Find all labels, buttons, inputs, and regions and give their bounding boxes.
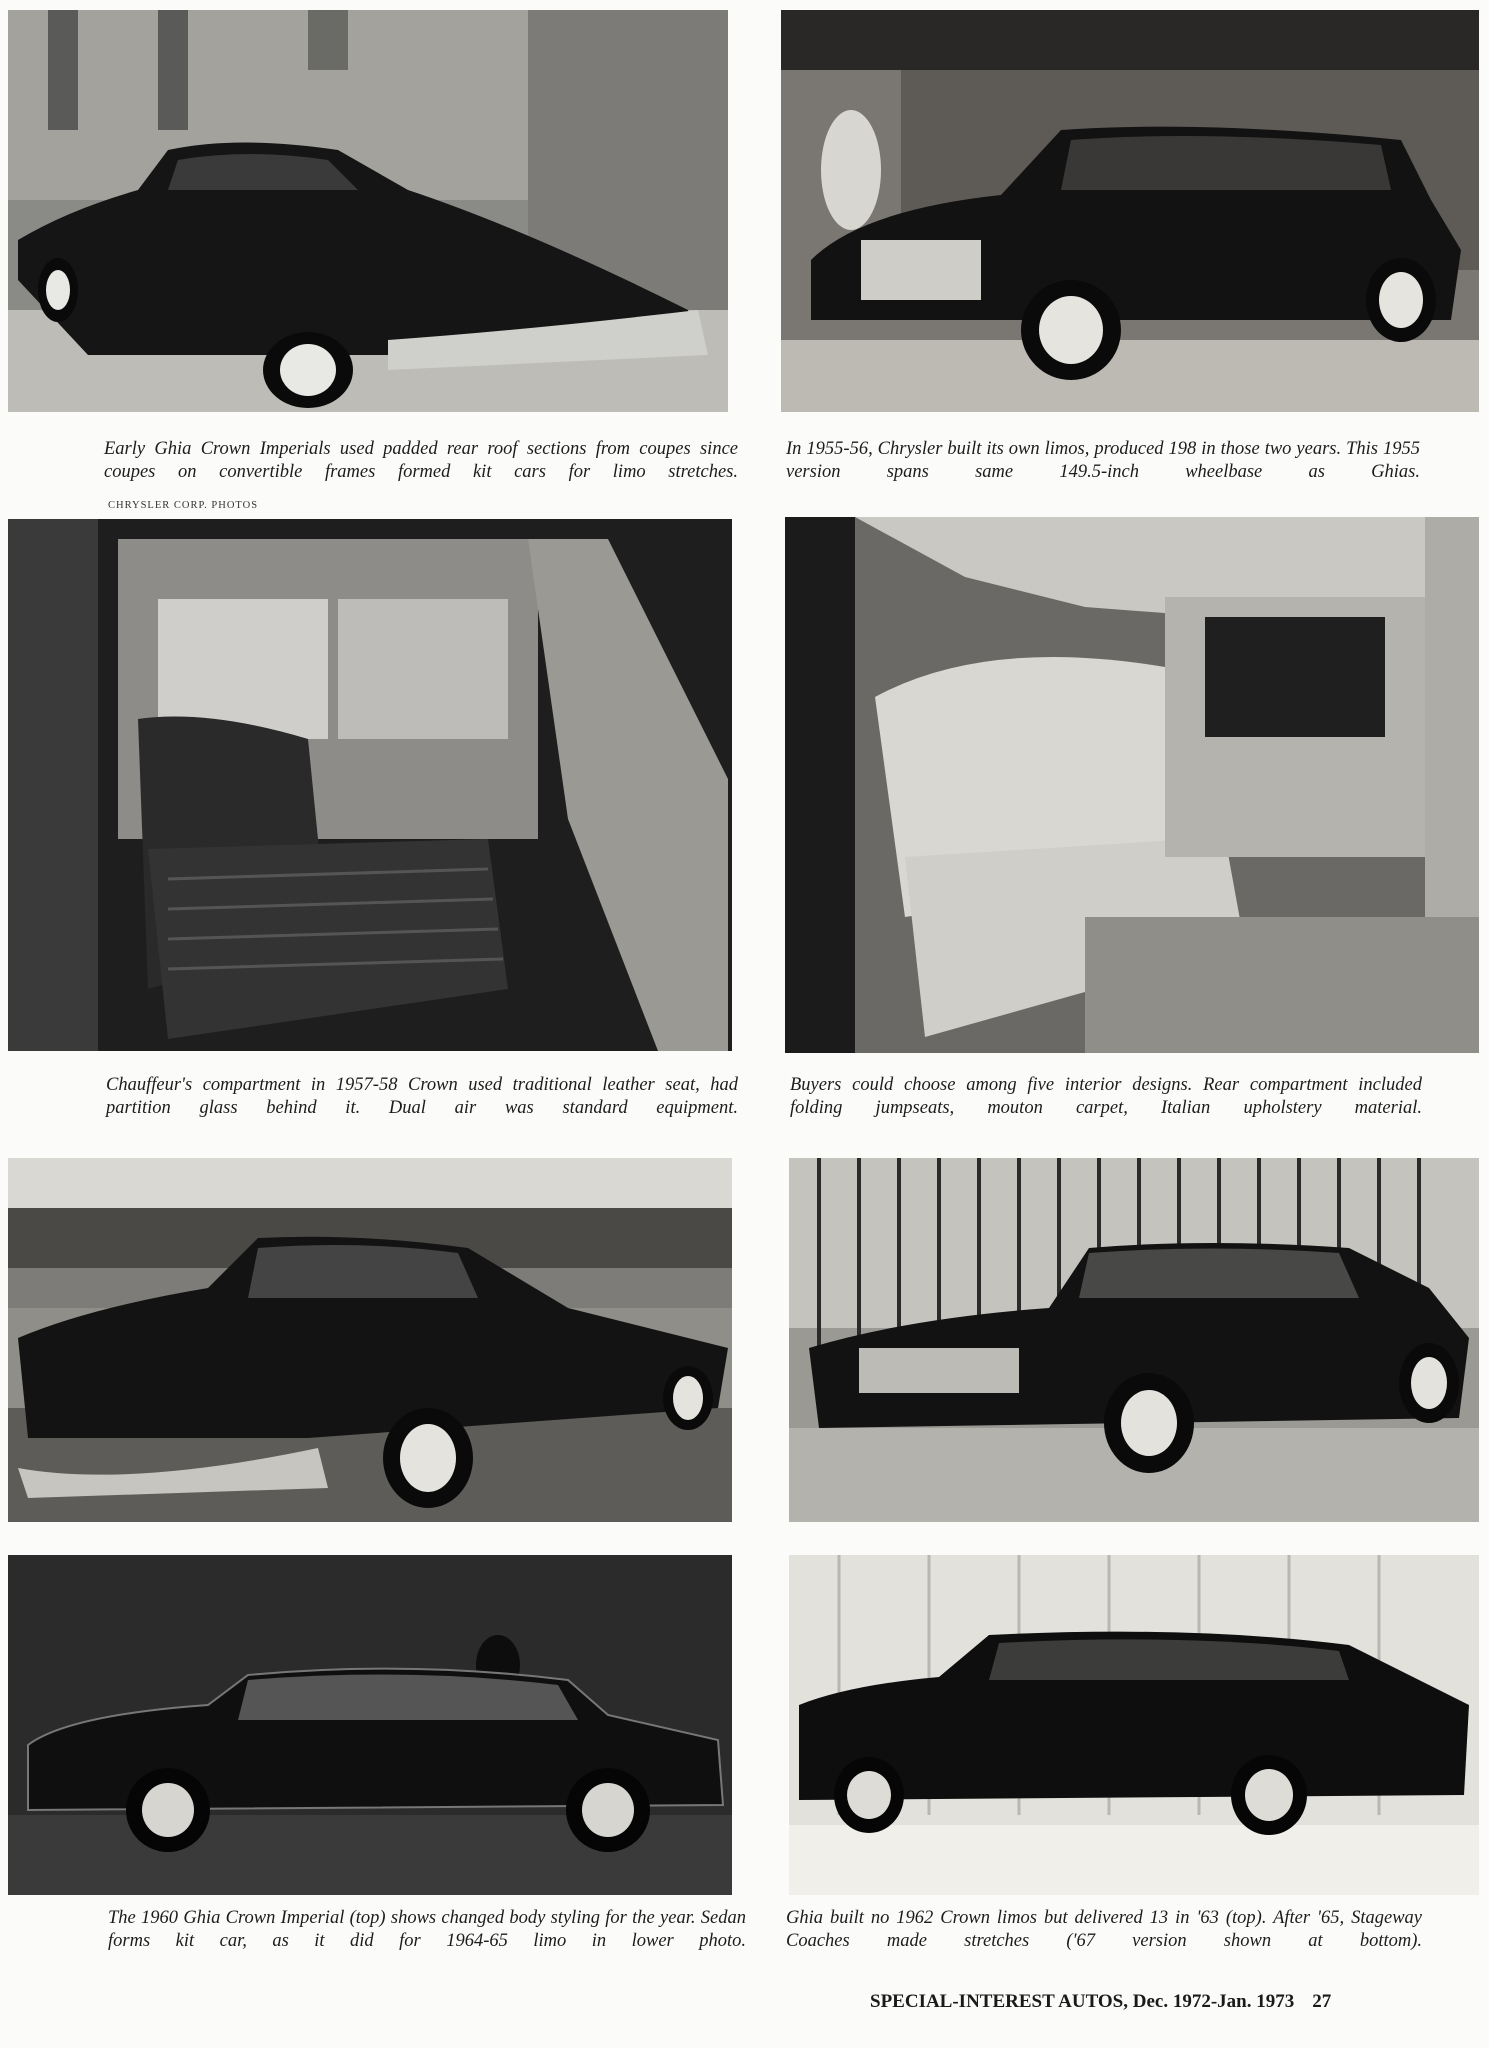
caption-interior-designs: Buyers could choose among five interior designs. Rear compartment included folding jumpseats, mouton carpet, Italian upholstery material. <box>790 1075 1422 1118</box>
photo-rear-ghia-crown-imperial <box>8 10 728 412</box>
photo-rear-compartment <box>785 517 1479 1053</box>
caption-1955-56-chrysler: In 1955-56, Chrysler built its own limos, produced 198 in those two years. This 1955 version spans same 149.5-inch wheelbase as Ghias. <box>786 439 1420 482</box>
photo-1955-chrysler-limo <box>781 10 1479 412</box>
photo-1963-crown-limo <box>789 1158 1479 1522</box>
caption-early-ghia: Early Ghia Crown Imperials used padded rear roof sections from coupes since coupes on convertible frames formed kit cars for limo stretches. <box>104 439 738 482</box>
page-number: 27 <box>1312 1991 1332 2012</box>
publication-name: SPECIAL-INTEREST AUTOS, Dec. 1972-Jan. 1973 <box>870 1991 1295 2012</box>
photo-chauffeur-compartment <box>8 519 732 1051</box>
photo-1967-stageway-limo <box>789 1555 1479 1895</box>
caption-1962-crown: Ghia built no 1962 Crown limos but delivered 13 in '63 (top). After '65, Stageway Coaches made stretches ('67 version shown at bottom). <box>786 1908 1422 1951</box>
photo-1960-ghia-crown-imperial <box>8 1158 732 1522</box>
caption-1960-ghia: The 1960 Ghia Crown Imperial (top) shows changed body styling for the year. Sedan forms kit car, as it did for 1964-65 limo in lower photo. <box>108 1908 746 1951</box>
caption-chauffeur: Chauffeur's compartment in 1957-58 Crown used traditional leather seat, had partition glass behind it. Dual air was standard equipment. <box>106 1075 738 1118</box>
photo-credit: CHRYSLER CORP. PHOTOS <box>108 500 259 511</box>
page-footer <box>870 1991 1331 2013</box>
photo-1964-65-limo <box>8 1555 732 1895</box>
